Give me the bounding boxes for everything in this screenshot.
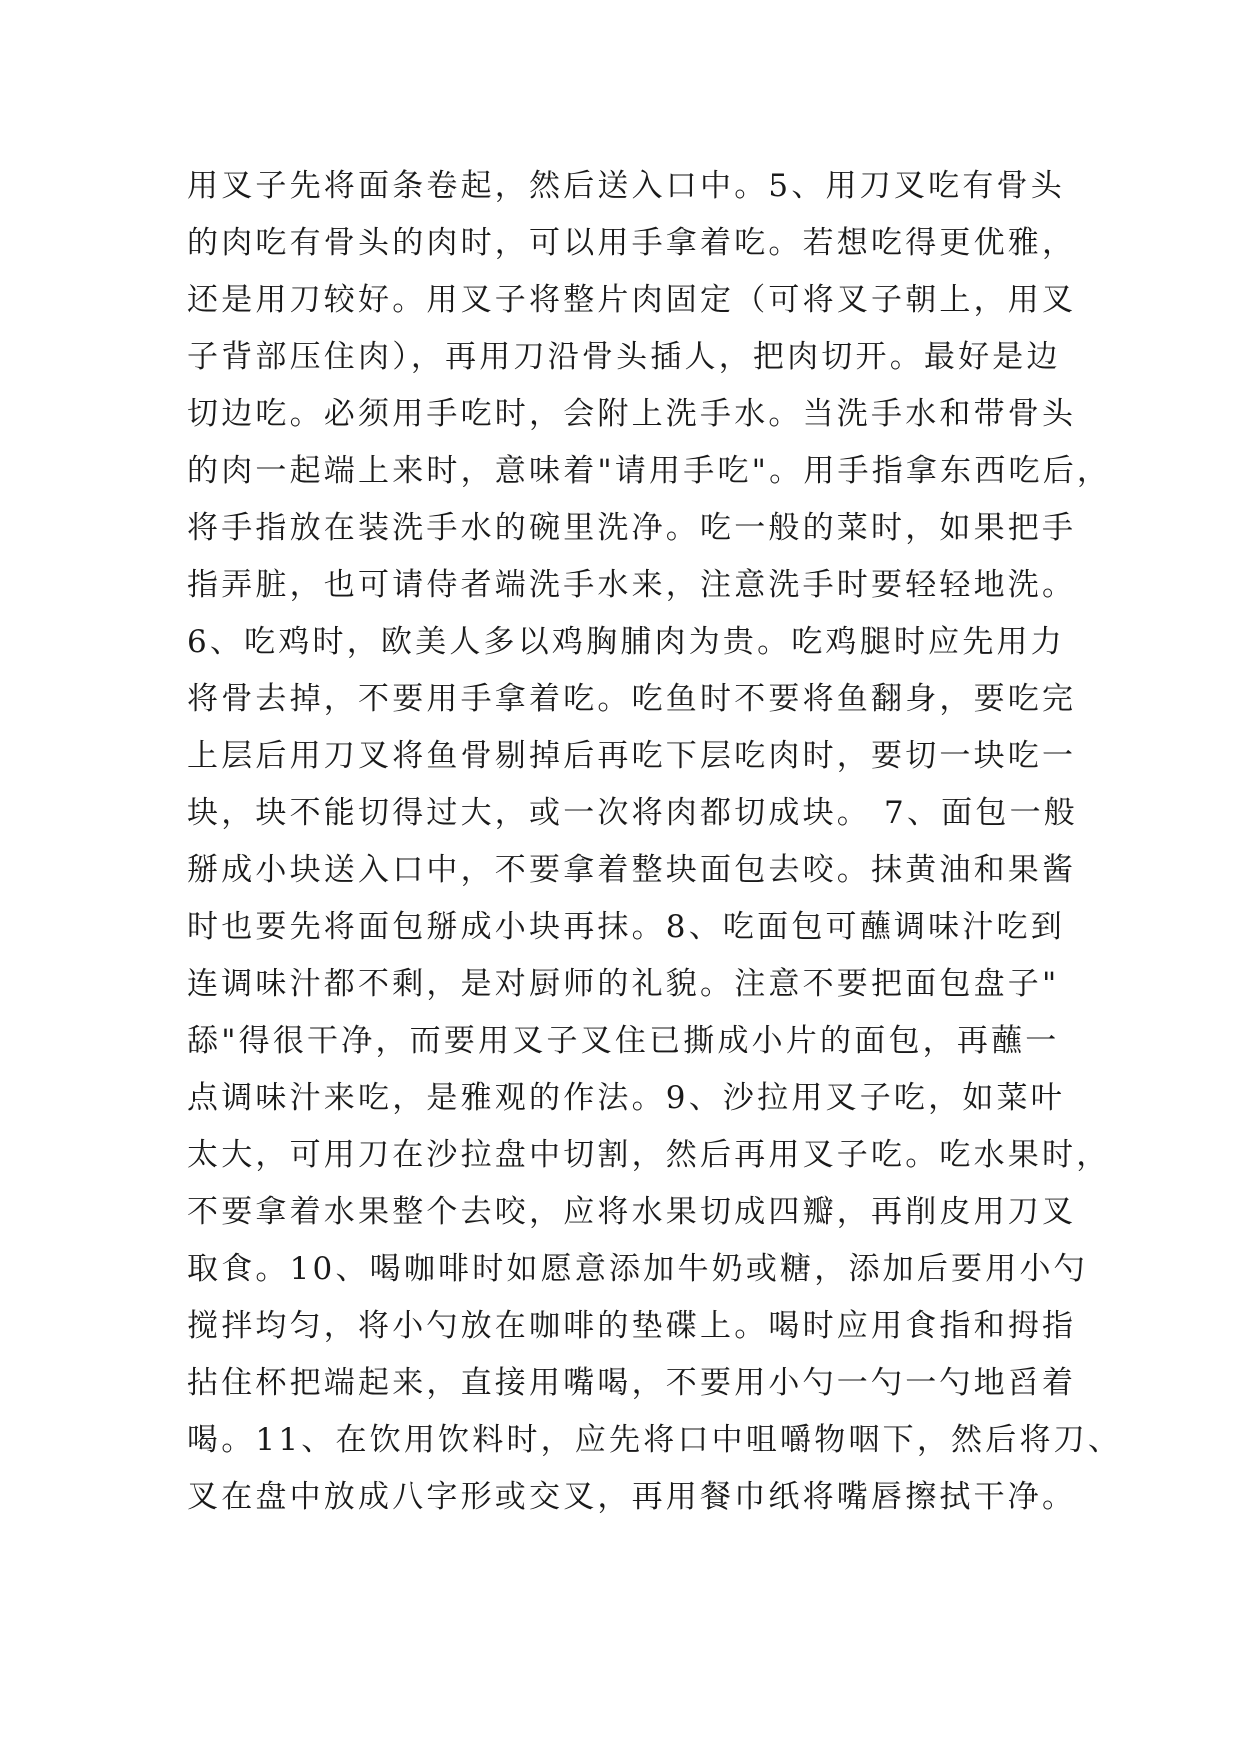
text-line-5: 切边吃。必须用手吃时，会附上洗手水。当洗手水和带骨头 — [187, 396, 1077, 432]
text-line-6: 的肉一起端上来时，意味着"请用手吃"。用手指拿东西吃后， — [187, 453, 1112, 489]
text-line-8: 指弄脏，也可请侍者端洗手水来，注意洗手时要轻轻地洗。 — [187, 567, 1077, 603]
text-line-21: 搅拌均匀，将小勺放在咖啡的垫碟上。喝时应用食指和拇指 — [187, 1308, 1077, 1344]
text-line-4: 子背部压住肉），再用刀沿骨头插人，把肉切开。最好是边 — [187, 339, 1061, 375]
text-line-19: 不要拿着水果整个去咬，应将水果切成四瓣，再削皮用刀叉 — [187, 1194, 1077, 1230]
text-line-2: 的肉吃有骨头的肉时，可以用手拿着吃。若想吃得更优雅， — [187, 225, 1077, 261]
text-line-14: 时也要先将面包掰成小块再抹。8、吃面包可蘸调味汁吃到 — [187, 909, 1065, 945]
text-line-3: 还是用刀较好。用叉子将整片肉固定（可将叉子朝上，用叉 — [187, 282, 1077, 318]
text-line-23: 喝。11、在饮用饮料时，应先将口中咀嚼物咽下，然后将刀、 — [187, 1422, 1123, 1458]
text-line-20: 取食。10、喝咖啡时如愿意添加牛奶或糖，添加后要用小勺 — [187, 1251, 1088, 1287]
text-line-24: 叉在盘中放成八字形或交叉，再用餐巾纸将嘴唇擦拭干净。 — [187, 1479, 1077, 1515]
text-line-10: 将骨去掉，不要用手拿着吃。吃鱼时不要将鱼翻身，要吃完 — [187, 681, 1077, 717]
text-line-13: 掰成小块送入口中，不要拿着整块面包去咬。抹黄油和果酱 — [187, 852, 1077, 888]
text-line-16: 舔"得很干净，而要用叉子叉住已撕成小片的面包，再蘸一 — [187, 1023, 1060, 1059]
text-line-11: 上层后用刀叉将鱼骨剔掉后再吃下层吃肉时，要切一块吃一 — [187, 738, 1077, 774]
text-line-17: 点调味汁来吃，是雅观的作法。9、沙拉用叉子吃，如菜叶 — [187, 1080, 1065, 1116]
text-line-9: 6、吃鸡时，欧美人多以鸡胸脯肉为贵。吃鸡腿时应先用力 — [187, 624, 1065, 660]
text-line-1: 用叉子先将面条卷起，然后送入口中。5、用刀叉吃有骨头 — [187, 168, 1065, 204]
text-line-22: 拈住杯把端起来，直接用嘴喝，不要用小勺一勺一勺地舀着 — [187, 1365, 1077, 1401]
body-text — [187, 158, 1123, 1526]
text-line-15: 连调味汁都不剩，是对厨师的礼貌。注意不要把面包盘子" — [187, 966, 1060, 1002]
text-line-7: 将手指放在装洗手水的碗里洗净。吃一般的菜时，如果把手 — [187, 510, 1077, 546]
text-line-18: 太大，可用刀在沙拉盘中切割，然后再用叉子吃。吃水果时， — [187, 1137, 1111, 1173]
text-line-12: 块，块不能切得过大，或一次将肉都切成块。 7、面包一般 — [187, 795, 1078, 831]
